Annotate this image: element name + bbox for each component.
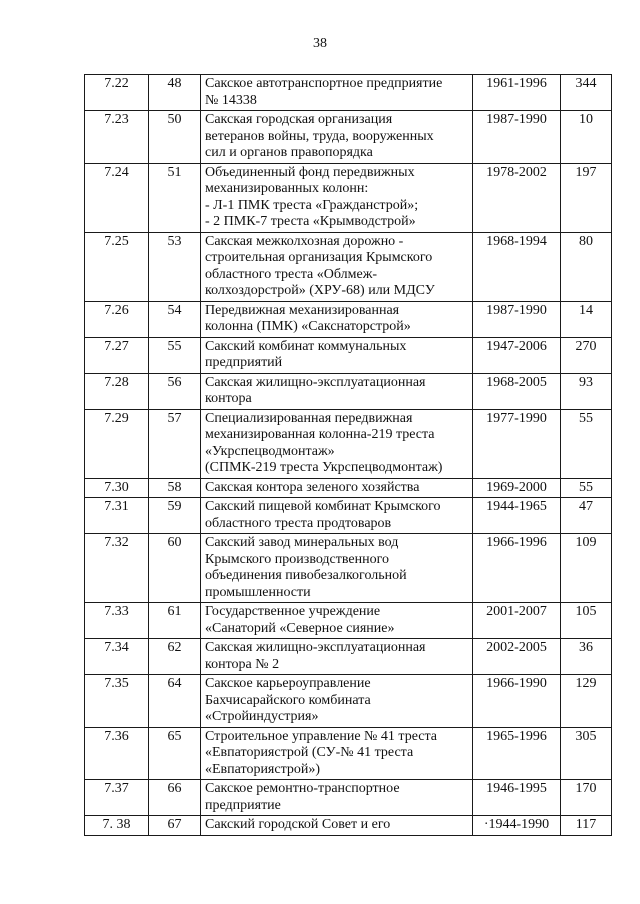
item-count-cell: 109 <box>561 534 612 603</box>
fund-sub-item: - 2 ПМК-7 треста «Крымводстрой» <box>205 214 416 229</box>
fund-name-line: предприятий <box>205 355 283 370</box>
date-range-cell: 1969-2000 <box>473 478 561 498</box>
fund-name-line: Крымского производственного <box>205 551 390 567</box>
row-index-cell: 7.34 <box>85 639 149 675</box>
fund-name-cell <box>201 75 473 111</box>
fund-name-cell <box>201 780 473 816</box>
fund-number-cell: 51 <box>149 163 201 232</box>
table-row <box>85 111 612 164</box>
fund-name-cell <box>201 111 473 164</box>
item-count-cell: 14 <box>561 301 612 337</box>
row-index-cell: 7.27 <box>85 337 149 373</box>
fund-name-line: контора <box>205 391 252 406</box>
table-row <box>85 337 612 373</box>
date-range-cell: 1968-1994 <box>473 232 561 301</box>
item-count-cell: 55 <box>561 409 612 478</box>
fund-name-line: «Санаторий «Северное сияние» <box>205 620 395 636</box>
row-index-cell: 7.29 <box>85 409 149 478</box>
table-row <box>85 816 612 836</box>
fund-name-line: предприятие <box>205 797 281 813</box>
fund-name-line: Сакский завод минеральных вод <box>205 535 399 550</box>
table-row <box>85 727 612 780</box>
fund-name-line: Государственное учреждение <box>205 604 381 619</box>
fund-name-line: Сакская жилищно-эксплуатационная <box>205 374 426 390</box>
fund-name-cell <box>201 409 473 478</box>
table-row <box>85 478 612 498</box>
item-count-cell: 305 <box>561 727 612 780</box>
fund-name-cell <box>201 675 473 728</box>
fund-name-line: Специализированная передвижная <box>205 410 413 426</box>
row-index-cell: 7.32 <box>85 534 149 603</box>
fund-number-cell: 50 <box>149 111 201 164</box>
row-index-cell: 7. 38 <box>85 816 149 836</box>
fund-name-cell <box>201 639 473 675</box>
fund-number-cell: 48 <box>149 75 201 111</box>
row-index-cell: 7.33 <box>85 603 149 639</box>
fund-name-line: Бахчисарайского комбината <box>205 692 371 708</box>
fund-name-cell <box>201 478 473 498</box>
row-index-cell: 7.36 <box>85 727 149 780</box>
fund-name-cell <box>201 301 473 337</box>
date-range-cell: ·1944-1990 <box>473 816 561 836</box>
fund-name-line: Объединенный фонд передвижных <box>205 164 415 180</box>
fund-name-cell <box>201 816 473 836</box>
fund-name-cell <box>201 232 473 301</box>
table-row <box>85 163 612 232</box>
fund-name-line: Сакский городской Совет и его <box>205 817 391 832</box>
fund-name-line: № 14338 <box>205 92 257 108</box>
table-row <box>85 498 612 534</box>
row-index-cell: 7.35 <box>85 675 149 728</box>
fund-name-line: Сакское карьероуправление <box>205 676 371 691</box>
fund-name-line: областного треста «Облмеж- <box>205 266 378 282</box>
fund-name-cell <box>201 373 473 409</box>
fund-number-cell: 56 <box>149 373 201 409</box>
date-range-cell: 1987-1990 <box>473 301 561 337</box>
table-row <box>85 232 612 301</box>
item-count-cell: 47 <box>561 498 612 534</box>
fund-name-line: объединения пивобезалкогольной <box>205 568 407 583</box>
fund-number-cell: 61 <box>149 603 201 639</box>
fund-name-line: Сакский пищевой комбинат Крымского <box>205 499 441 514</box>
page-number: 38 <box>313 36 327 51</box>
item-count-cell: 105 <box>561 603 612 639</box>
item-count-cell: 36 <box>561 639 612 675</box>
row-index-cell: 7.37 <box>85 780 149 816</box>
date-range-cell: 2002-2005 <box>473 639 561 675</box>
fund-name-line: колонна (ПМК) «Сакснаторстрой» <box>205 319 411 334</box>
fund-name-cell <box>201 163 473 232</box>
fund-name-line: Сакское ремонтно-транспортное <box>205 781 400 796</box>
fund-number-cell: 65 <box>149 727 201 780</box>
table-row <box>85 780 612 816</box>
fund-name-line: Сакская межколхозная дорожно - <box>205 233 404 249</box>
fund-number-cell: 53 <box>149 232 201 301</box>
item-count-cell: 10 <box>561 111 612 164</box>
table-row <box>85 603 612 639</box>
item-count-cell: 93 <box>561 373 612 409</box>
date-range-cell: 1946-1995 <box>473 780 561 816</box>
fund-name-cell <box>201 498 473 534</box>
date-range-cell: 1978-2002 <box>473 163 561 232</box>
fund-name-line: Сакское автотранспортное предприятие <box>205 76 443 91</box>
date-range-cell: 1947-2006 <box>473 337 561 373</box>
date-range-cell: 1977-1990 <box>473 409 561 478</box>
fund-name-line: промышленности <box>205 584 311 600</box>
fund-name-cell <box>201 534 473 603</box>
fund-number-cell: 64 <box>149 675 201 728</box>
item-count-cell: 344 <box>561 75 612 111</box>
date-range-cell: 1944-1965 <box>473 498 561 534</box>
item-count-cell: 117 <box>561 816 612 836</box>
fund-number-cell: 62 <box>149 639 201 675</box>
fund-name-line: областного треста продтоваров <box>205 515 392 531</box>
table-row <box>85 75 612 111</box>
archive-fund-table <box>84 74 612 836</box>
fund-name-line: Сакская контора зеленого хозяйства <box>205 479 420 495</box>
fund-number-cell: 54 <box>149 301 201 337</box>
row-index-cell: 7.28 <box>85 373 149 409</box>
fund-name-cell <box>201 727 473 780</box>
fund-name-line: Сакская жилищно-эксплуатационная <box>205 640 426 655</box>
row-index-cell: 7.30 <box>85 478 149 498</box>
fund-number-cell: 60 <box>149 534 201 603</box>
fund-name-line: Передвижная механизированная <box>205 302 400 318</box>
fund-name-line: Строительное управление № 41 треста <box>205 728 437 744</box>
fund-name-line: «Евпаториястрой (СУ-№ 41 треста <box>205 745 414 760</box>
item-count-cell: 129 <box>561 675 612 728</box>
table-row <box>85 301 612 337</box>
fund-name-line: Сакская городская организация <box>205 112 393 127</box>
fund-name-line: строительная организация Крымского <box>205 250 433 265</box>
date-range-cell: 1987-1990 <box>473 111 561 164</box>
date-range-cell: 1968-2005 <box>473 373 561 409</box>
fund-number-cell: 58 <box>149 478 201 498</box>
fund-name-line: (СПМК-219 треста Укрспецводмонтаж) <box>205 460 443 475</box>
table-row <box>85 639 612 675</box>
fund-number-cell: 55 <box>149 337 201 373</box>
table-row <box>85 675 612 728</box>
fund-name-line: колхоздорстрой» (ХРУ-68) или МДСУ <box>205 283 435 298</box>
date-range-cell: 1965-1996 <box>473 727 561 780</box>
row-index-cell: 7.31 <box>85 498 149 534</box>
item-count-cell: 170 <box>561 780 612 816</box>
row-index-cell: 7.25 <box>85 232 149 301</box>
fund-name-line: «Стройиндустрия» <box>205 709 319 724</box>
item-count-cell: 55 <box>561 478 612 498</box>
fund-name-line: «Евпаториястрой») <box>205 761 321 777</box>
table-row <box>85 373 612 409</box>
fund-name-line: механизированных колонн: <box>205 181 369 196</box>
table-row <box>85 409 612 478</box>
fund-name-line: ветеранов войны, труда, вооруженных <box>205 128 434 144</box>
fund-number-cell: 59 <box>149 498 201 534</box>
fund-name-line: сил и органов правопорядка <box>205 145 373 160</box>
fund-sub-item: - Л-1 ПМК треста «Гражданстрой»; <box>205 197 419 213</box>
date-range-cell: 1966-1996 <box>473 534 561 603</box>
fund-name-line: механизированная колонна-219 треста <box>205 427 435 442</box>
fund-number-cell: 67 <box>149 816 201 836</box>
row-index-cell: 7.23 <box>85 111 149 164</box>
date-range-cell: 2001-2007 <box>473 603 561 639</box>
date-range-cell: 1961-1996 <box>473 75 561 111</box>
date-range-cell: 1966-1990 <box>473 675 561 728</box>
fund-name-line: «Укрспецводмонтаж» <box>205 443 335 459</box>
fund-name-cell <box>201 603 473 639</box>
table-row <box>85 534 612 603</box>
fund-name-line: Сакский комбинат коммунальных <box>205 338 407 354</box>
table-body <box>85 75 612 836</box>
fund-number-cell: 66 <box>149 780 201 816</box>
fund-name-cell <box>201 337 473 373</box>
fund-name-line: контора № 2 <box>205 656 280 672</box>
item-count-cell: 270 <box>561 337 612 373</box>
row-index-cell: 7.26 <box>85 301 149 337</box>
item-count-cell: 80 <box>561 232 612 301</box>
row-index-cell: 7.22 <box>85 75 149 111</box>
row-index-cell: 7.24 <box>85 163 149 232</box>
fund-number-cell: 57 <box>149 409 201 478</box>
item-count-cell: 197 <box>561 163 612 232</box>
